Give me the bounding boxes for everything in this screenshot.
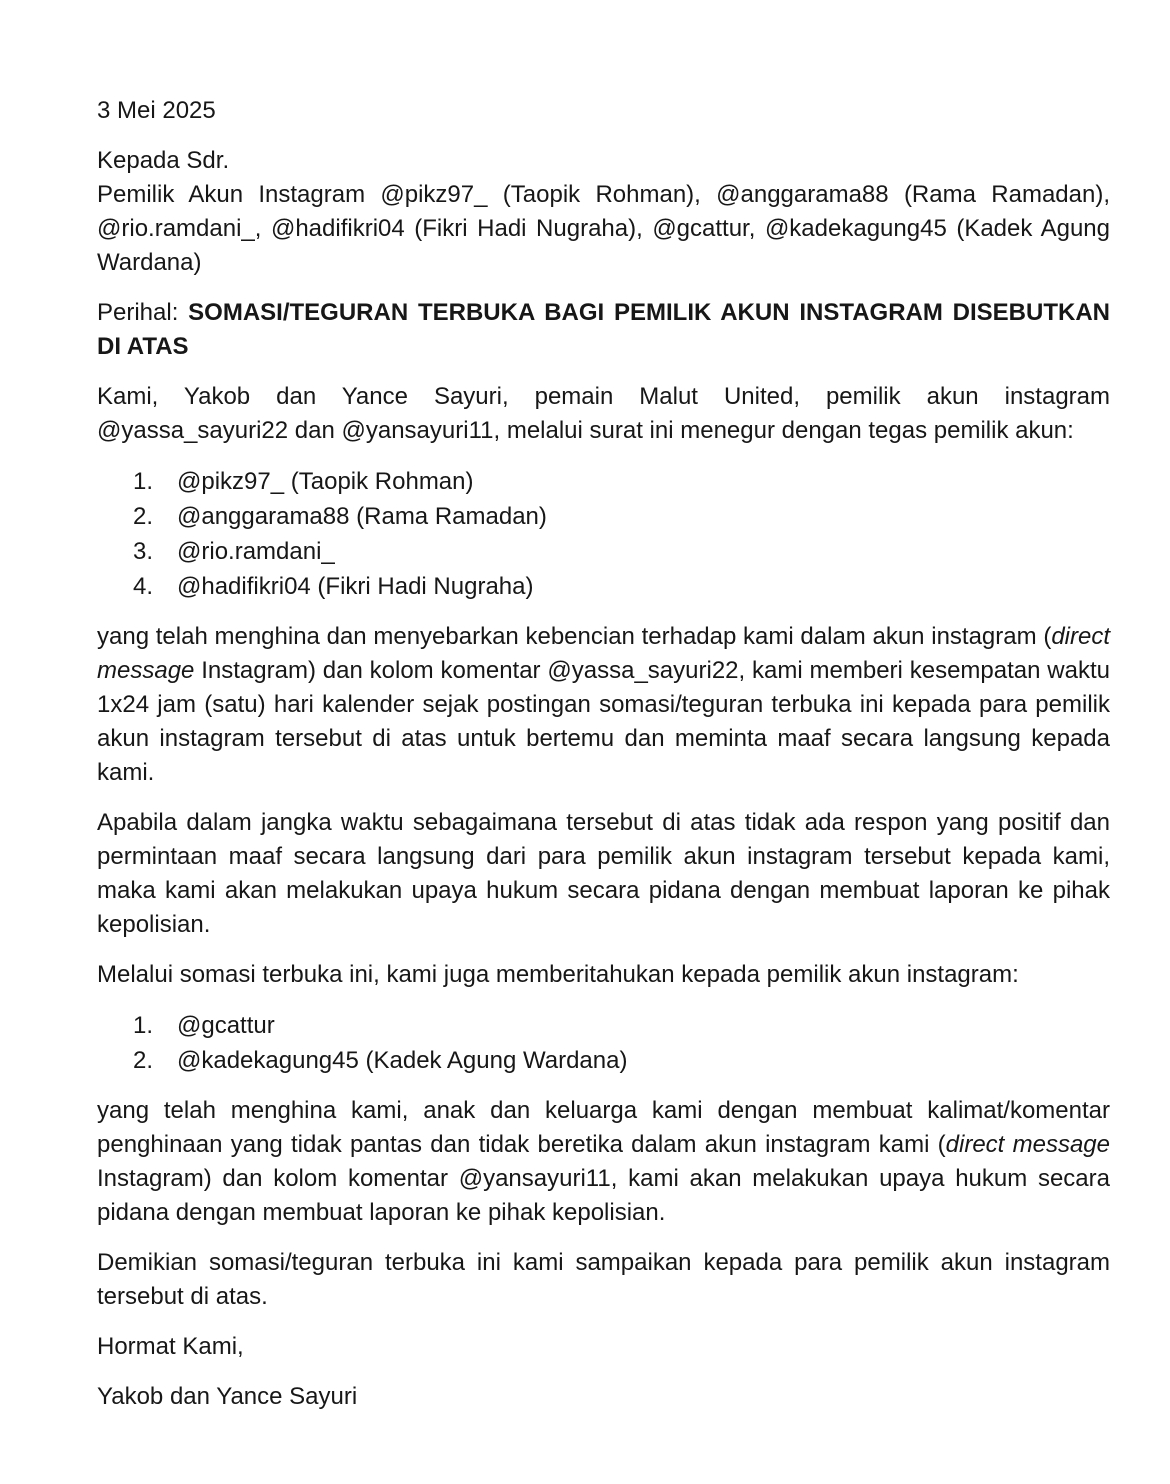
text-run: Demikian somasi/teguran terbuka ini kami sampaikan kepada para pemilik akun instagram tersebut di atas. [97, 1249, 1110, 1310]
second-demand-paragraph [97, 1094, 1110, 1230]
list-item [97, 464, 1110, 499]
list-item-text: @gcattur [177, 1012, 275, 1039]
text-run: Instagram) dan kolom komentar @yansayuri11, kami akan melakukan upaya hukum secara pidana dengan membuat laporan ke pihak kepolisian. [97, 1165, 1110, 1226]
list-item-text: @rio.ramdani_ [177, 538, 335, 565]
text-run: Kami, Yakob dan Yance Sayuri, pemain Malut United, pemilik akun instagram @yassa_sayuri22 dan @yansayuri11, melalui surat ini menegur dengan tegas pemilik akun: [97, 383, 1110, 444]
salutation-line [97, 144, 1110, 178]
warned-accounts-list [97, 464, 1110, 604]
consequence-paragraph [97, 806, 1110, 942]
text-run: yang telah menghina kami, anak dan keluarga kami dengan membuat kalimat/komentar penghinaan yang tidak pantas dan tidak beretika dalam akun instagram kami ( [97, 1097, 1110, 1158]
list-item-number: 2. [133, 503, 154, 530]
list-item-number: 4. [133, 573, 154, 600]
list-item-number: 3. [133, 538, 154, 565]
addressee-paragraph [97, 178, 1110, 280]
text-run: yang telah menghina dan menyebarkan kebencian terhadap kami dalam akun instagram ( [97, 623, 1052, 650]
italic-text-run: direct message [97, 623, 1110, 684]
demand-paragraph [97, 620, 1110, 790]
list-item-number: 1. [133, 1012, 154, 1039]
text-run: Melalui somasi terbuka ini, kami juga memberitahukan kepada pemilik akun instagram: [97, 961, 1019, 988]
text-run: Instagram) dan kolom komentar @yassa_sayuri22, kami memberi kesempatan waktu 1x24 jam (satu) hari kalender sejak postingan somasi/teguran terbuka ini kepada para pemilik akun instagram tersebut di atas untuk bertemu dan meminta maaf secara langsung kepada kami. [97, 657, 1110, 786]
text-run: Apabila dalam jangka waktu sebagaimana tersebut di atas tidak ada respon yang positif dan permintaan maaf secara langsung dari para pemilik akun instagram tersebut kepada kami, maka kami akan melakukan upaya hukum secara pidana dengan membuat laporan ke pihak kepolisian. [97, 809, 1110, 938]
list-item-number: 2. [133, 1047, 154, 1074]
list-item [97, 1043, 1110, 1078]
text-run: Yakob dan Yance Sayuri [97, 1383, 358, 1410]
subject-paragraph [97, 296, 1110, 364]
notified-accounts-list [97, 1008, 1110, 1078]
text-run: Hormat Kami, [97, 1333, 244, 1360]
list-item-text: @anggarama88 (Rama Ramadan) [177, 503, 547, 530]
notification-paragraph [97, 958, 1110, 992]
text-run: Kepada Sdr. [97, 147, 230, 174]
list-item [97, 1008, 1110, 1043]
bold-text-run: SOMASI/TEGURAN TERBUKA BAGI PEMILIK AKUN INSTAGRAM DISEBUTKAN DI ATAS [97, 299, 1111, 360]
list-item-text: @pikz97_ (Taopik Rohman) [177, 468, 474, 495]
opening-paragraph [97, 380, 1110, 448]
italic-text-run: direct message [945, 1131, 1110, 1158]
text-run: Perihal: [97, 299, 189, 326]
signature-line [97, 1380, 1110, 1414]
list-item [97, 569, 1110, 604]
regards-line [97, 1330, 1110, 1364]
list-item-number: 1. [133, 468, 154, 495]
text-run: 3 Mei 2025 [97, 97, 216, 124]
list-item [97, 499, 1110, 534]
list-item [97, 534, 1110, 569]
list-item-text: @hadifikri04 (Fikri Hadi Nugraha) [177, 573, 534, 600]
list-item-text: @kadekagung45 (Kadek Agung Wardana) [177, 1047, 628, 1074]
closing-paragraph [97, 1246, 1110, 1314]
text-run: Pemilik Akun Instagram @pikz97_ (Taopik Rohman), @anggarama88 (Rama Ramadan), @rio.ramdani_, @hadifikri04 (Fikri Hadi Nugraha), @gcattur, @kadekagung45 (Kadek Agung Wardana) [97, 181, 1110, 276]
date-line [97, 94, 1110, 128]
